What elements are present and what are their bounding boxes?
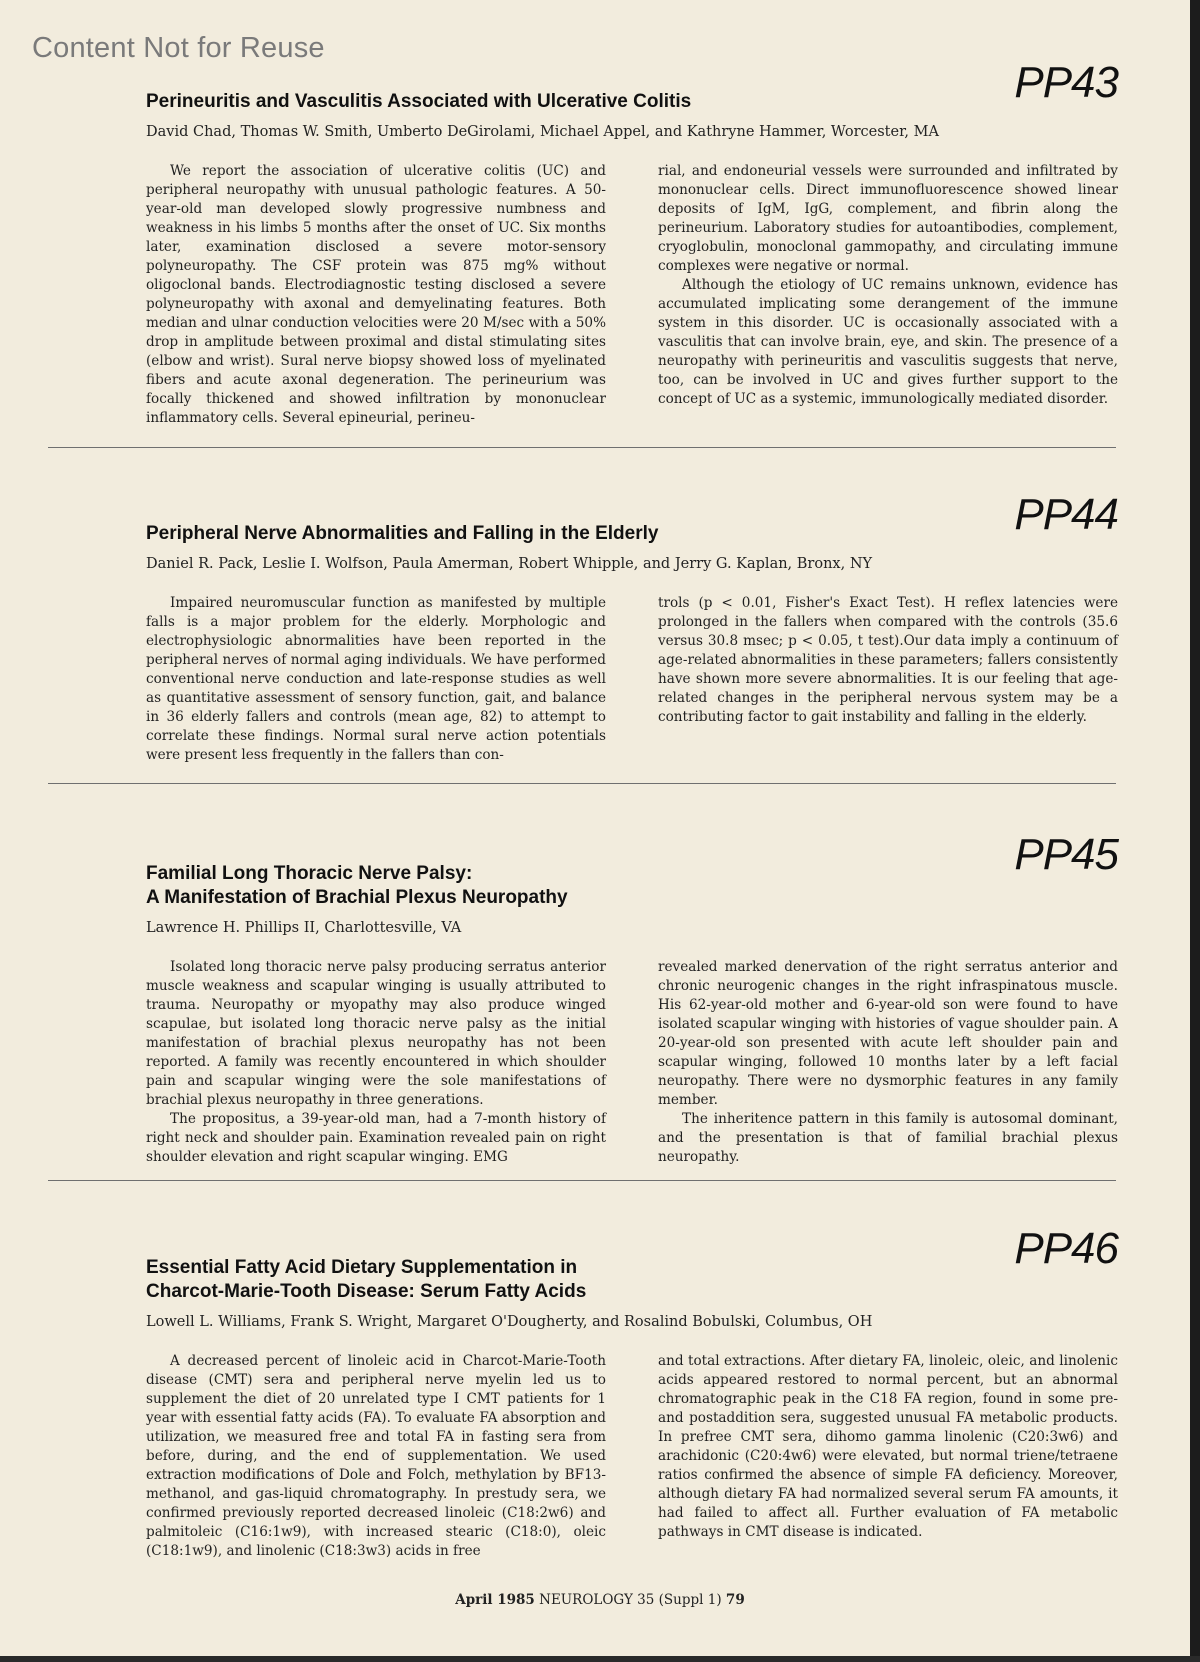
paragraph: rial, and endoneurial vessels were surrounded and infiltrated by mononuclear cells. Direct immunofluorescence showed linear deposits of IgM, IgG, complement, and fibrin along the perineurium. Laboratory studies for autoantibodies, complement, cryoglobulin, monoclonal gammopathy, and circulating immune complexes were negative or normal. xyxy=(658,163,1118,274)
abstract-body xyxy=(146,1352,1118,1561)
paragraph: We report the association of ulcerative colitis (UC) and peripheral neuropathy with unusual pathologic features. A 50-year-old man developed slowly progressive numbness and weakness in his limbs 5 months after the onset of UC. Six months later, examination disclosed a severe motor-sensory polyneuropathy. The CSF protein was 875 mg% without oligoclonal bands. Electrodiagnostic testing disclosed a severe polyneuropathy with axonal and demyelinating features. Both median and ulnar conduction velocities were 20 M/sec with a 50% drop in amplitude between proximal and distal stimulating sites (elbow and wrist). Sural nerve biopsy showed loss of myelinated fibers and acute axonal degeneration. The perineurium was focally thickened and showed infiltration by mononuclear inflammatory cells. Several epineurial, perineu- xyxy=(146,163,606,426)
left-column xyxy=(146,594,606,765)
scan-edge-right xyxy=(1190,0,1200,1662)
abstract-title: Peripheral Nerve Abnormalities and Falling in the Elderly xyxy=(146,523,659,544)
paragraph: trols (p < 0.01, Fisher's Exact Test). H reflex latencies were prolonged in the fallers when compared with the controls (35.6 versus 30.8 msec; p < 0.05, t test).Our data imply a continuum of age-related abnormalities in these parameters; fallers consistently have shown more severe abnormalities. It is our feeling that age-related changes in the peripheral nervous system may be a contributing factor to gait instability and falling in the elderly. xyxy=(658,595,1118,725)
footer-journal: NEUROLOGY 35 (Suppl 1) xyxy=(539,1592,722,1608)
right-column xyxy=(658,1352,1118,1561)
abstract-title: Perineuritis and Vasculitis Associated with Ulcerative Colitis xyxy=(146,91,692,112)
abstract-body xyxy=(146,958,1118,1167)
abstract-authors: Daniel R. Pack, Leslie I. Wolfson, Paula Amerman, Robert Whipple, and Jerry G. Kaplan, Bronx, NY xyxy=(146,556,873,572)
paragraph: Isolated long thoracic nerve palsy producing serratus anterior muscle weakness and scapular winging is usually attributed to trauma. Neuropathy or myopathy may also produce winged scapulae, but isolated long thoracic nerve palsy as the initial manifestation of brachial plexus neuropathy has not been reported. A family was recently encountered in which shoulder pain and scapular winging were the sole manifestations of brachial plexus neuropathy in three generations. xyxy=(146,959,606,1108)
scan-edge-bottom xyxy=(0,1656,1200,1662)
right-column xyxy=(658,958,1118,1167)
left-column xyxy=(146,1352,606,1561)
abstract-pp44 xyxy=(146,490,1118,765)
left-column xyxy=(146,958,606,1167)
abstract-authors: David Chad, Thomas W. Smith, Umberto DeGirolami, Michael Appel, and Kathryne Hammer, Worcester, MA xyxy=(146,124,939,140)
left-column xyxy=(146,162,606,428)
abstract-code: PP44 xyxy=(1014,490,1118,539)
section-divider xyxy=(48,447,1116,448)
paragraph: A decreased percent of linoleic acid in Charcot-Marie-Tooth disease (CMT) sera and peripheral nerve myelin led us to supplement the diet of 20 unrelated type I CMT patients for 1 year with essential fatty acids (FA). To evaluate FA absorption and utilization, we measured free and total FA in fasting sera from before, during, and the end of supplementation. We used extraction modifications of Dole and Folch, methylation by BF13-methanol, and gas-liquid chromatography. In prestudy sera, we confirmed previously reported decreased linoleic (C18:2w6) and palmitoleic (C16:1w9), with increased stearic (C18:0), oleic (C18:1w9), and linolenic (C18:3w3) acids in free xyxy=(146,1353,606,1559)
abstract-pp45 xyxy=(146,830,1118,1167)
abstract-body xyxy=(146,594,1118,765)
paragraph: revealed marked denervation of the right serratus anterior and chronic neurogenic changes in the right infraspinatous muscle. His 62-year-old mother and 6-year-old son were found to have isolated scapular winging with histories of vague shoulder pain. A 20-year-old son presented with acute left shoulder pain and scapular winging, followed 10 months later by a left facial neuropathy. There were no dysmorphic features in any family member. xyxy=(658,959,1118,1108)
paragraph: and total extractions. After dietary FA, linoleic, oleic, and linolenic acids appeared restored to normal percent, but an abnormal chromatographic peak in the C18 FA region, found in some pre- and postaddition sera, suggested unusual FA metabolic products. In prefree CMT sera, dihomo gamma linolenic (C20:3w6) and arachidonic (C20:4w6) were elevated, but normal triene/tetraene ratios confirmed the absence of simple FA deficiency. Moreover, although dietary FA had normalized several serum FA amounts, it had failed to affect all. Further evaluation of FA metabolic pathways in CMT disease is indicated. xyxy=(658,1353,1118,1540)
right-column xyxy=(658,594,1118,765)
abstract-code: PP43 xyxy=(1014,58,1118,107)
paragraph: The propositus, a 39-year-old man, had a 7-month history of right neck and shoulder pain. Examination revealed pain on right shoulder elevation and right scapular winging. EMG xyxy=(146,1111,606,1165)
section-divider xyxy=(48,783,1116,784)
abstract-title: Familial Long Thoracic Nerve Palsy: A Manifestation of Brachial Plexus Neuropathy xyxy=(146,863,568,908)
page-number: 79 xyxy=(725,1592,745,1608)
footer-date: April 1985 xyxy=(455,1592,535,1608)
abstract-authors: Lowell L. Williams, Frank S. Wright, Margaret O'Dougherty, and Rosalind Bobulski, Columbus, OH xyxy=(146,1314,873,1330)
watermark: Content Not for Reuse xyxy=(32,32,325,64)
abstract-code: PP46 xyxy=(1014,1224,1118,1273)
section-divider xyxy=(48,1180,1116,1181)
abstract-title: Essential Fatty Acid Dietary Supplementation in Charcot-Marie-Tooth Disease: Serum Fatty Acids xyxy=(146,1257,587,1302)
abstract-pp43 xyxy=(146,58,1118,428)
paragraph: Although the etiology of UC remains unknown, evidence has accumulated implicating some derangement of the immune system in this disorder. UC is occasionally associated with a vasculitis that can involve brain, eye, and skin. The presence of a neuropathy with perineuritis and vasculitis suggests that nerve, too, can be involved in UC and gives further support to the concept of UC as a systemic, immunologically mediated disorder. xyxy=(658,277,1118,407)
abstract-authors: Lawrence H. Phillips II, Charlottesville, VA xyxy=(146,920,462,936)
abstract-body xyxy=(146,162,1118,428)
abstract-pp46 xyxy=(146,1224,1118,1561)
right-column xyxy=(658,162,1118,428)
paragraph: The inheritence pattern in this family is autosomal dominant, and the presentation is that of familial brachial plexus neuropathy. xyxy=(658,1111,1118,1165)
paragraph: Impaired neuromuscular function as manifested by multiple falls is a major problem for the elderly. Morphologic and electrophysiologic abnormalities have been reported in the peripheral nerves of normal aging individuals. We have performed conventional nerve conduction and late-response studies as well as quantitative assessment of sensory function, gait, and balance in 36 elderly fallers and controls (mean age, 82) to attempt to correlate these findings. Normal sural nerve action potentials were present less frequently in the fallers than con- xyxy=(146,595,606,763)
page-footer xyxy=(0,1592,1200,1608)
abstract-code: PP45 xyxy=(1014,830,1118,879)
